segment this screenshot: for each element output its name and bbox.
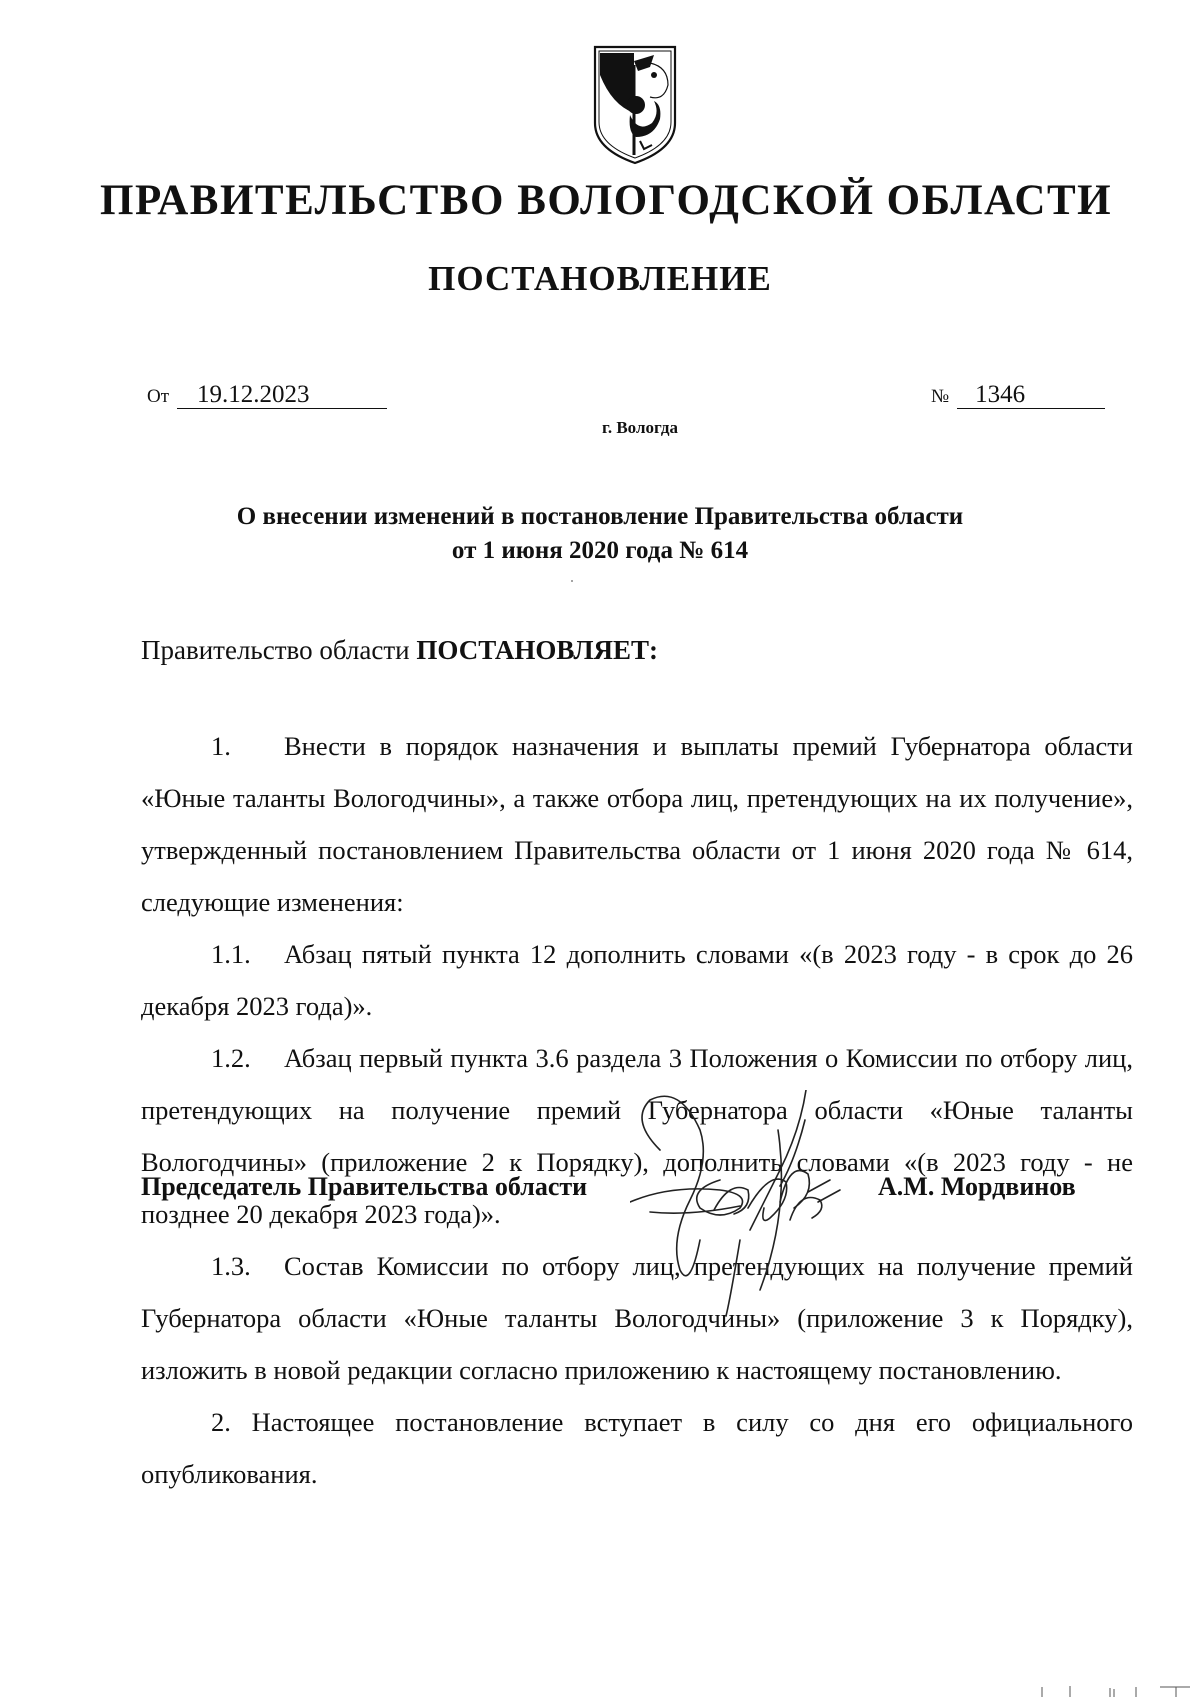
item-text: Абзац первый пункта 3.6 раздела 3 Положения о Комиссии по отбору лиц, претендующих на получение премий Губернатора области «Юные таланты Вологодчины» (приложение 2 к Порядку), дополнить словами «(в 2023 году - не позднее 20 декабря 2023 года)».: [141, 1043, 1133, 1229]
scan-speck: [571, 580, 573, 582]
item-text: 2. Настоящее постановление вступает в силу со дня его официального опубликования.: [141, 1407, 1133, 1489]
coat-of-arms-icon: [590, 45, 680, 167]
organization-title: ПРАВИТЕЛЬСТВО ВОЛОГОДСКОЙ ОБЛАСТИ: [100, 177, 1113, 224]
signatory-title: Председатель Правительства области: [141, 1172, 588, 1201]
document-number-row: [931, 380, 1105, 412]
subject-line-1: О внесении изменений в постановление Правительства области: [236, 503, 964, 530]
decree-line: [141, 633, 658, 667]
item-2: [141, 1396, 1133, 1500]
signatory-name: А.М. Мордвинов: [878, 1172, 1076, 1201]
document-number: 1346: [957, 382, 1105, 409]
item-text: Внести в порядок назначения и выплаты премий Губернатора области «Юные таланты Вологодчины», а также отбора лиц, претендующих на их получение», утвержденный постановлением Правительства области от 1 июня 2020 года № 614, следующие изменения:: [141, 731, 1133, 917]
item-text: Абзац пятый пункта 12 дополнить словами «(в 2023 году - в срок до 26 декабря 2023 года)».: [141, 939, 1133, 1021]
scan-artifact: [1040, 1684, 1190, 1697]
document-date: 19.12.2023: [177, 382, 387, 409]
subject-line-2: от 1 июня 2020 года № 614: [451, 537, 749, 564]
item-number: 1.2.: [211, 1043, 251, 1073]
item-number: 1.: [211, 731, 231, 761]
document-date-row: [147, 380, 387, 412]
document-city: г. Вологда: [602, 418, 678, 437]
handwritten-signature-icon: [630, 1090, 890, 1320]
date-prefix: От: [147, 386, 170, 407]
item-1-1: [141, 928, 1133, 1032]
item-1: [141, 720, 1133, 928]
item-number: 1.1.: [211, 939, 251, 969]
document-type-title: ПОСТАНОВЛЕНИЕ: [428, 259, 772, 298]
document-subject: [160, 500, 1040, 568]
item-text: Состав Комиссии по отбору лиц, претендующих на получение премий Губернатора области «Юные таланты Вологодчины» (приложение 3 к Порядку), изложить в новой редакции согласно приложению к настоящему постановлению.: [141, 1251, 1133, 1385]
item-number: 1.3.: [211, 1251, 251, 1281]
decree-keyword: ПОСТАНОВЛЯЕТ:: [416, 635, 658, 665]
number-prefix: №: [931, 386, 950, 407]
decree-lead: Правительство области: [141, 635, 417, 665]
